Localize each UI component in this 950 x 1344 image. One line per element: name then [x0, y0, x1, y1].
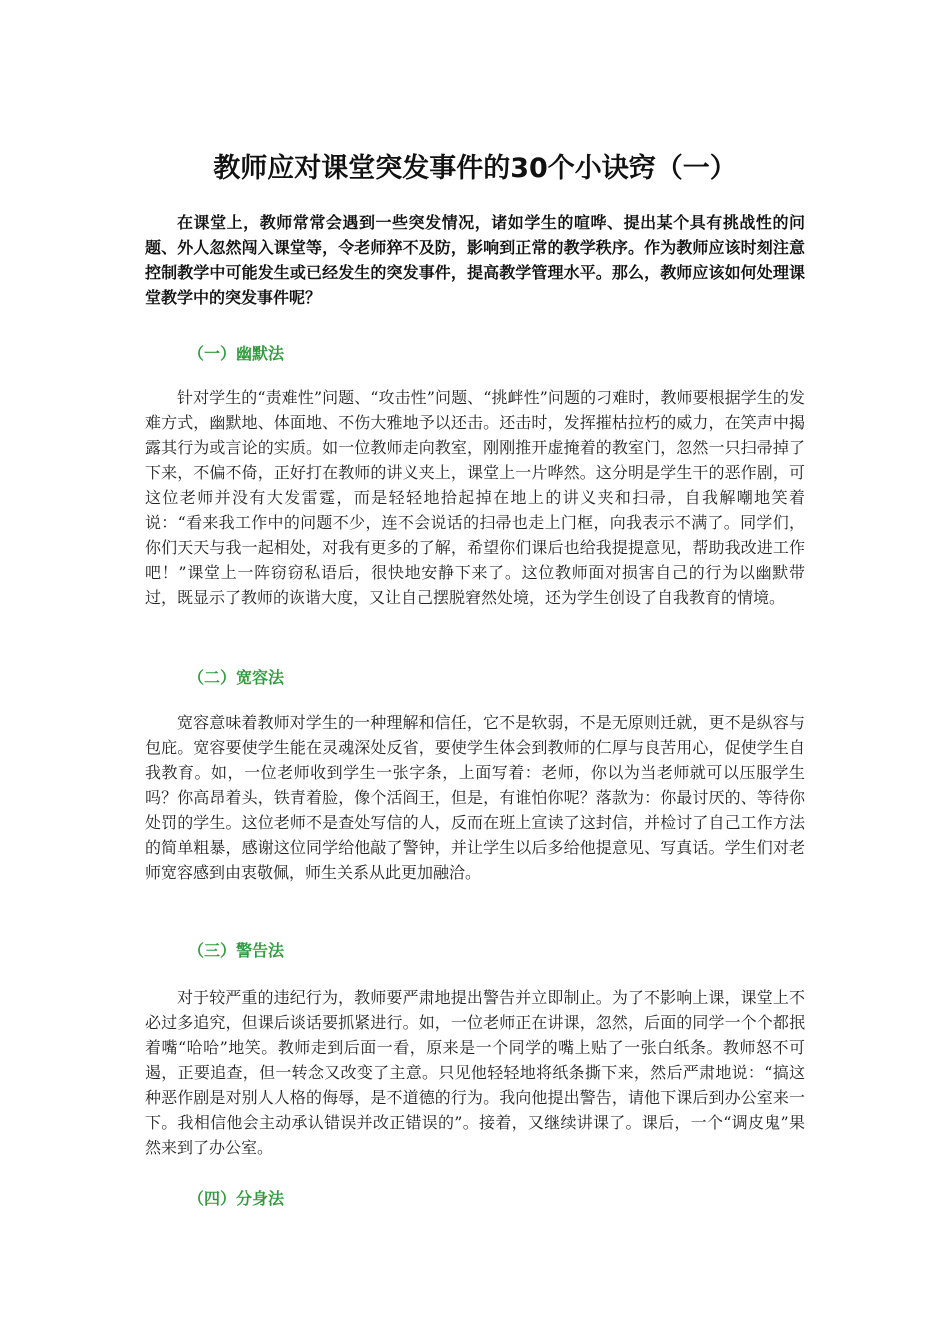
section-heading-tolerance: （二）宽容法 [188, 668, 285, 687]
intro-paragraph: 在课堂上，教师常常会遇到一些突发情况，诸如学生的喧哗、提出某个具有挑战性的问题、外人忽然闯入课堂等，令老师猝不及防，影响到正常的教学秩序。作为教师应该时刻注意控制教学中可能发生或已经发生的突发事件，提高教学管理水平。那么，教师应该如何处理课堂教学中的突发事件呢？ [145, 213, 805, 307]
document-title: 教师应对课堂突发事件的30个小诀窍（一） [213, 153, 737, 185]
section-body-humor: 针对学生的“责难性”问题、“攻击性”问题、“挑衅性”问题的刁难时，教师要根据学生的发难方式，幽默地、体面地、不伤大雅地予以还击。还击时，发挥摧枯拉朽的威力，在笑声中揭露其行为或言论的实质。如一位教师走向教室，刚刚推开虚掩着的教室门，忽然一只扫帚掉了下来，不偏不倚，正好打在教师的讲义夹上，课堂上一片哗然。这分明是学生干的恶作剧，可这位老师并没有大发雷霆，而是轻轻地拾起掉在地上的讲义夹和扫帚，自我解嘲地笑着说：“看来我工作中的问题不少，连不会说话的扫帚也走上门框，向我表示不满了。同学们，你们天天与我一起相处，对我有更多的了解，希望你们课后也给我提提意见，帮助我改进工作吧！”课堂上一阵窃窃私语后，很快地安静下来了。这位教师面对损害自己的行为以幽默带过，既显示了教师的诙谐大度，又让自己摆脱窘然处境，还为学生创设了自我教育的情境。 [145, 388, 805, 607]
section-heading-warning: （三）警告法 [188, 941, 285, 960]
section-heading-split: （四）分身法 [188, 1189, 285, 1208]
section-body-tolerance: 宽容意味着教师对学生的一种理解和信任，它不是软弱，不是无原则迁就，更不是纵容与包庇。宽容要使学生能在灵魂深处反省，要使学生体会到教师的仁厚与良苦用心，促使学生自我教育。如，一位老师收到学生一张字条，上面写着：老师，你以为当老师就可以压服学生吗？你高昂着头，铁青着脸，像个活阎王，但是，有谁怕你呢？落款为：你最讨厌的、等待你处罚的学生。这位老师不是查处写信的人，反而在班上宣读了这封信，并检讨了自己工作方法的简单粗暴，感谢这位同学给他敲了警钟，并让学生以后多给他提意见、写真话。学生们对老师宽容感到由衷敬佩，师生关系从此更加融洽。 [145, 713, 805, 882]
section-body-warning: 对于较严重的违纪行为，教师要严肃地提出警告并立即制止。为了不影响上课，课堂上不必过多追究，但课后谈话要抓紧进行。如，一位老师正在讲课，忽然，后面的同学一个个都抿着嘴“哈哈”地笑。教师走到后面一看，原来是一个同学的嘴上贴了一张白纸条。教师怒不可遏，正要追查，但一转念又改变了主意。只见他轻轻地将纸条撕下来，然后严肃地说：“搞这种恶作剧是对别人人格的侮辱，是不道德的行为。我向他提出警告，请他下课后到办公室来一下。我相信他会主动承认错误并改正错误的”。接着，又继续讲课了。课后，一个“调皮鬼”果然来到了办公室。 [145, 988, 805, 1157]
section-heading-humor: （一）幽默法 [188, 344, 285, 363]
